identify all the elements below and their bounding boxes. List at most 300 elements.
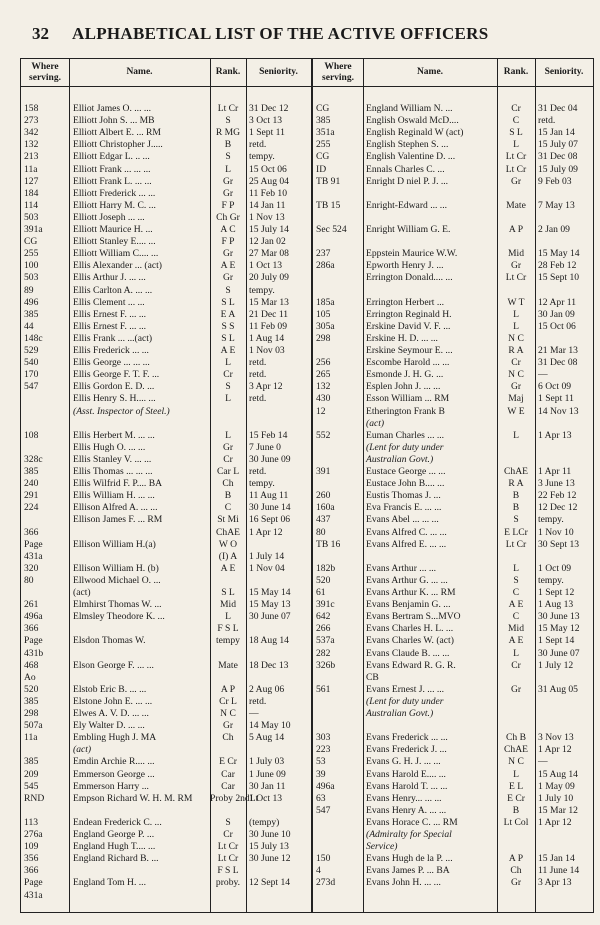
seniority-cell: tempy.	[249, 151, 275, 163]
rank-cell: L	[225, 611, 231, 623]
rank-cell: C	[512, 611, 520, 623]
table-row	[21, 321, 311, 333]
seniority-cell: retd.	[249, 357, 267, 369]
rank-cell: L	[225, 429, 231, 441]
table-row	[21, 490, 311, 502]
name-cell: Ellison Alfred A. ... ...	[73, 502, 158, 514]
rank-cell: Car	[221, 768, 235, 780]
name-cell: Ellis William H. ... ...	[73, 490, 155, 502]
seniority-cell: 15 Mar 13	[249, 296, 289, 308]
table-row	[21, 164, 311, 176]
where-serving-cell: 113	[24, 816, 39, 828]
table-row	[21, 890, 311, 902]
name-cell: Elliott Harry M. C. ...	[73, 199, 156, 211]
name-cell: Ellis Ernest F. ... ...	[73, 320, 147, 332]
rank-cell: Cr	[223, 829, 233, 840]
where-serving-cell: 520	[24, 683, 39, 695]
seniority-cell: 16 Sept 06	[249, 514, 291, 526]
name-cell: Elliott Frank L. ... ...	[73, 175, 152, 187]
where-serving-cell: 496	[24, 296, 39, 308]
table-row	[313, 248, 593, 260]
table-row	[313, 744, 593, 756]
name-cell: Ellis Hugh O. ... ...	[73, 441, 146, 453]
name-cell: Service)	[366, 841, 398, 853]
where-serving-cell: 109	[24, 841, 39, 853]
rank-cell: L	[513, 429, 519, 441]
where-serving-cell: 170	[24, 369, 39, 381]
seniority-cell: 1 Sept 11	[538, 393, 574, 405]
rank-cell: A E	[220, 260, 236, 272]
name-cell: Elliott John S. ... MB	[73, 115, 155, 127]
table-row	[313, 853, 593, 865]
name-cell: (act)	[366, 417, 385, 429]
seniority-cell: retd.	[249, 369, 267, 381]
rank-cell: N C	[508, 369, 524, 381]
seniority-cell: 14 Jan 11	[249, 199, 286, 211]
rank-cell: L	[513, 768, 519, 780]
table-row	[21, 466, 311, 478]
where-serving-cell: 260	[316, 490, 331, 502]
rank-cell: L	[225, 393, 231, 405]
name-cell: Elliott Edgar L. .. ...	[73, 151, 150, 163]
seniority-cell: 30 June 13	[538, 611, 580, 623]
header-where-serving: Where serving.	[322, 61, 354, 83]
where-serving-cell: 265	[316, 369, 331, 381]
table-row	[21, 817, 311, 829]
where-serving-cell: 561	[316, 683, 331, 695]
seniority-cell: 15 July 07	[538, 139, 578, 151]
where-serving-cell: 547	[316, 804, 331, 816]
where-serving-cell: 537a	[316, 635, 335, 647]
seniority-cell: 1 Sept 12	[538, 587, 575, 598]
table-row	[313, 103, 593, 115]
table-row	[21, 623, 311, 635]
page-header	[12, 24, 592, 46]
where-serving-cell: 273d	[316, 877, 336, 889]
rank-cell: proby.	[215, 877, 241, 889]
where-serving-cell: 11a	[24, 163, 38, 175]
name-cell: Ellison James F. ... RM	[73, 514, 163, 526]
table-row	[21, 260, 311, 272]
seniority-cell: 3 Apr 13	[538, 877, 572, 889]
table-row	[313, 648, 593, 660]
name-cell: Eustis Thomas J. ...	[366, 490, 441, 502]
rank-cell: A E	[508, 635, 524, 647]
seniority-cell: 1 Nov 10	[538, 526, 574, 538]
where-serving-cell: 431a	[24, 889, 43, 901]
name-cell: Enright William G. E.	[366, 224, 451, 235]
seniority-cell: 11 Feb 09	[249, 320, 288, 332]
rank-cell: St Mi	[217, 514, 239, 526]
seniority-cell: 2 Jan 09	[538, 224, 570, 235]
table-row	[21, 272, 311, 284]
name-cell: Evans Ernest J. ... ...	[366, 683, 445, 695]
seniority-cell: retd.	[249, 393, 267, 405]
where-serving-cell: 326b	[316, 659, 336, 671]
seniority-cell: 30 June 07	[538, 647, 580, 659]
table-row	[313, 200, 593, 212]
table-row	[21, 769, 311, 781]
where-serving-cell: 182b	[316, 562, 336, 574]
table-row	[313, 575, 593, 587]
where-serving-cell: 366	[24, 865, 39, 877]
rank-cell: Gr	[222, 272, 234, 284]
name-cell: Esson William ... RM	[366, 393, 450, 405]
seniority-cell: 15 Aug 14	[538, 768, 578, 780]
seniority-cell: 30 June 12	[249, 853, 291, 865]
seniority-cell: 1 Sept 14	[538, 635, 575, 647]
name-cell: Elliott Stanley E.... ...	[73, 236, 156, 248]
table-row	[313, 756, 593, 768]
table-row	[313, 188, 593, 200]
seniority-cell: 1 Apr 12	[538, 744, 572, 756]
name-cell: Errington Herbert ...	[366, 296, 445, 308]
rank-cell: ChAE	[216, 526, 240, 538]
where-serving-cell: 351a	[316, 127, 335, 139]
table-row	[313, 212, 593, 224]
where-serving-cell: Page	[24, 877, 43, 889]
rank-cell: Lt Col	[503, 816, 529, 828]
rank-cell: N C	[508, 756, 524, 768]
rank-cell: tempy	[216, 635, 240, 647]
rank-cell: S	[513, 514, 519, 526]
table-row	[313, 817, 593, 829]
where-serving-cell: 12	[316, 405, 326, 417]
table-row	[313, 381, 593, 393]
name-cell: Etherington Frank B	[366, 405, 445, 417]
seniority-cell: retd.	[538, 115, 556, 127]
name-cell: Emmerson George ...	[73, 768, 155, 780]
table-row	[313, 527, 593, 539]
seniority-cell: 1 Aug 13	[538, 599, 574, 611]
table-row	[21, 744, 311, 756]
name-cell: Ellwood Michael O. ...	[73, 574, 161, 586]
rank-cell: Mate	[218, 659, 238, 671]
name-cell: Australian Govt.)	[366, 453, 434, 465]
where-serving-cell: 385	[24, 308, 39, 320]
seniority-cell: 7 May 13	[538, 199, 575, 211]
rank-cell: Car	[221, 780, 235, 792]
rank-cell: Ch Gr	[216, 211, 240, 223]
table-row	[313, 720, 593, 732]
rank-cell: R A	[508, 345, 524, 356]
name-cell: Ellis Ernest F. ... ...	[73, 308, 147, 320]
rank-cell: S L	[221, 296, 235, 308]
seniority-cell: —	[538, 756, 548, 768]
table-row	[313, 236, 593, 248]
header-seniority: Seniority.	[544, 67, 584, 77]
name-cell: Eustace John B.... ...	[366, 478, 445, 490]
table-row	[21, 708, 311, 720]
where-serving-cell: 385	[24, 756, 39, 768]
where-serving-cell: 547	[24, 381, 39, 393]
where-serving-cell: 356	[24, 853, 39, 865]
where-serving-cell: CG	[316, 103, 330, 114]
where-serving-cell: 89	[24, 284, 34, 296]
seniority-cell: 15 May 14	[538, 248, 580, 260]
name-cell: Elstob Eric B. ... ...	[73, 683, 147, 695]
rank-cell: Mate	[506, 199, 526, 211]
rank-cell: Lt Cr	[505, 163, 527, 175]
table-row	[313, 829, 593, 841]
seniority-cell: 12 Jan 02	[249, 236, 286, 248]
where-serving-cell: Page	[24, 538, 43, 550]
where-serving-cell: TB 16	[316, 538, 341, 550]
name-cell: Eva Francis E. ... ...	[366, 502, 442, 514]
table-row	[313, 176, 593, 188]
name-cell: Ellis Herbert M. ... ...	[73, 429, 155, 441]
name-cell: Evans Arthur ... ...	[366, 562, 437, 574]
name-cell: English Oswald McD....	[366, 115, 459, 127]
where-serving-cell: 366	[24, 623, 39, 635]
where-serving-cell: 431a	[24, 550, 43, 562]
table-row	[313, 224, 593, 236]
table-row	[313, 309, 593, 321]
name-cell: Ellis Thomas ... ... ...	[73, 466, 153, 477]
seniority-cell: 1 Apr 13	[538, 429, 572, 441]
table-row	[313, 841, 593, 853]
name-cell: England George P. ...	[73, 829, 155, 840]
where-serving-cell: 496a	[24, 611, 43, 623]
where-serving-cell: 266	[316, 623, 331, 635]
name-cell: Euman Charles ... ...	[366, 429, 445, 441]
name-cell: Ellison William H.(a)	[73, 538, 156, 550]
name-cell: Enright D niel P. J. ...	[366, 175, 449, 187]
table-row	[313, 345, 593, 357]
rank-cell: L	[513, 647, 519, 659]
seniority-cell: 31 Aug 05	[538, 683, 578, 695]
where-serving-cell: 223	[316, 744, 331, 756]
name-cell: Elliott William C.... ...	[73, 248, 159, 260]
rank-cell: R MG	[215, 127, 241, 139]
rank-cell: N C	[508, 332, 524, 344]
rank-cell: Car L	[216, 466, 240, 477]
rank-cell: Cr	[511, 659, 521, 671]
name-cell: Elliott Frank ... ... ...	[73, 163, 151, 175]
seniority-cell: 6 Oct 09	[538, 381, 572, 393]
seniority-cell: tempy.	[249, 284, 275, 296]
name-cell: Erskine H. D. ... ...	[366, 332, 438, 344]
table-row	[21, 357, 311, 369]
seniority-cell: 15 Mar 12	[538, 804, 578, 816]
table-row	[313, 805, 593, 817]
seniority-cell: 31 Dec 08	[538, 357, 578, 369]
name-cell: Emmerson Harry ...	[73, 780, 149, 792]
name-cell: Evans James P. ... BA	[366, 865, 450, 877]
table-row	[21, 684, 311, 696]
rank-cell: A E	[220, 345, 236, 356]
name-cell: Evans Harold T. ... ...	[366, 780, 448, 792]
where-serving-cell: 468	[24, 659, 39, 671]
header-name: Name.	[416, 67, 444, 77]
name-cell: Evans Alfred E. ... ...	[366, 538, 447, 550]
name-cell: Evans Arthur K. ... RM	[366, 587, 456, 598]
name-cell: Evans Hugh de la P. ...	[366, 853, 453, 865]
where-serving-cell: 11a	[24, 732, 38, 744]
seniority-cell: 27 Mar 08	[249, 248, 289, 260]
where-serving-cell: 520	[316, 574, 331, 586]
table-row	[313, 623, 593, 635]
where-serving-cell: 224	[24, 502, 39, 514]
seniority-cell: 1 Oct 13	[249, 260, 283, 272]
where-serving-cell: 391c	[316, 599, 335, 611]
name-cell: Evans Alfred C. ... ...	[366, 526, 447, 538]
where-serving-cell: 385	[316, 115, 331, 127]
table-row	[313, 514, 593, 526]
table-row	[21, 805, 311, 817]
name-cell: Evans Arthur G. ... ...	[366, 574, 448, 586]
seniority-cell: 22 Feb 12	[538, 490, 577, 502]
rank-cell: A P	[220, 683, 236, 695]
seniority-cell: 11 Feb 10	[249, 187, 288, 199]
where-serving-cell: 184	[24, 187, 39, 199]
rank-cell: B	[512, 490, 520, 502]
table-row	[21, 212, 311, 224]
rank-cell: Proby 2ndLt	[210, 792, 259, 804]
rank-cell: L	[513, 139, 519, 151]
table-row	[313, 115, 593, 127]
name-cell: CB	[366, 671, 379, 683]
where-serving-cell: 44	[24, 320, 34, 332]
seniority-cell: 5 Aug 14	[249, 732, 285, 744]
seniority-cell: 2 Aug 06	[249, 683, 285, 695]
seniority-cell: 30 June 10	[249, 829, 291, 840]
seniority-cell: 1 Apr 11	[538, 466, 572, 477]
rank-cell: E A	[220, 308, 236, 320]
table-row	[21, 309, 311, 321]
table-row	[313, 684, 593, 696]
name-cell: Evans G. H. J. ... ...	[366, 756, 441, 768]
where-serving-cell: 256	[316, 357, 331, 369]
table-row	[313, 285, 593, 297]
name-cell: Erskine Seymour E. ...	[366, 345, 453, 356]
name-cell: (act)	[73, 587, 91, 598]
rank-cell: S	[225, 816, 231, 828]
where-serving-cell: 540	[24, 357, 39, 369]
table-row	[313, 393, 593, 405]
table-row	[21, 430, 311, 442]
table-row	[313, 272, 593, 284]
name-cell: English Reginald W (act)	[366, 127, 464, 139]
rank-cell: C	[512, 115, 520, 127]
rank-cell: S L	[221, 332, 235, 344]
name-cell: Ellis Arthur J. ... ...	[73, 272, 146, 284]
rank-cell: C	[224, 502, 232, 514]
name-cell: Ellis Gordon E. D. ...	[73, 381, 155, 393]
rank-cell: Mid	[508, 623, 524, 635]
seniority-cell: 1 May 09	[538, 780, 575, 792]
rank-cell: Gr	[510, 683, 522, 695]
table-row	[21, 297, 311, 309]
table-row	[21, 248, 311, 260]
name-cell: (act)	[73, 744, 92, 756]
seniority-cell: 1 July 14	[249, 550, 285, 562]
rank-cell: E LCr	[504, 526, 528, 538]
name-cell: England Tom H. ...	[73, 877, 146, 889]
where-serving-cell: 132	[24, 139, 39, 151]
rank-cell: A P	[508, 224, 524, 235]
table-row	[21, 877, 311, 889]
rank-cell: Cr L	[219, 695, 237, 707]
name-cell: Epworth Henry J. ...	[366, 260, 444, 272]
rank-cell: Lt Cr	[217, 841, 239, 853]
seniority-cell: 15 July 14	[249, 224, 289, 235]
name-cell: Elson George F. ... ...	[73, 659, 154, 671]
seniority-cell: 18 Dec 13	[249, 659, 289, 671]
name-cell: Ellis Clement ... ...	[73, 296, 145, 308]
name-cell: England Richard B. ...	[73, 853, 159, 865]
rank-cell: Lt Cr	[505, 538, 527, 550]
table-row	[21, 442, 311, 454]
seniority-cell: 14 May 10	[249, 720, 291, 732]
seniority-cell: 30 June 07	[249, 611, 291, 623]
name-cell: Elstone John E. ... ...	[73, 695, 153, 707]
table-row	[313, 454, 593, 466]
table-row	[21, 502, 311, 514]
table-row	[313, 551, 593, 563]
seniority-cell: 15 July 09	[538, 163, 578, 175]
header-where-serving: Where serving.	[29, 61, 61, 83]
table-row	[21, 285, 311, 297]
name-cell: Errington Donald.... ...	[366, 272, 453, 284]
seniority-cell: 15 Feb 14	[249, 429, 288, 441]
where-serving-cell: 503	[24, 272, 39, 284]
seniority-cell: 15 Oct 06	[249, 163, 287, 175]
rank-cell: A E	[508, 599, 524, 611]
rank-cell: Lt Cr	[505, 272, 527, 284]
name-cell: Ellis Wilfrid F. P.... BA	[73, 478, 163, 490]
table-row	[313, 877, 593, 889]
name-cell: Eustace George ... ...	[366, 466, 446, 477]
seniority-cell: 15 Oct 06	[538, 320, 576, 332]
seniority-cell: 15 May 13	[249, 599, 291, 611]
table-row	[313, 539, 593, 551]
rank-cell: B	[224, 139, 232, 151]
table-row	[313, 369, 593, 381]
rank-cell: A P	[508, 853, 524, 865]
officers-table	[20, 58, 594, 913]
rank-cell: Gr	[510, 877, 522, 889]
where-serving-cell: ID	[316, 163, 327, 175]
table-row	[21, 781, 311, 793]
table-row	[21, 720, 311, 732]
name-cell: Evans Bertram S...MVO	[366, 611, 461, 623]
where-serving-cell: 545	[24, 780, 39, 792]
seniority-cell: 15 Jan 14	[538, 853, 575, 865]
where-serving-cell: TB 91	[316, 175, 341, 187]
name-cell: Evans Frederick ... ...	[366, 732, 448, 744]
rank-cell: Gr	[222, 187, 234, 199]
table-row	[313, 599, 593, 611]
name-cell: Evans Abel ... ... ...	[366, 514, 439, 526]
rank-cell: S S	[221, 320, 235, 332]
where-serving-cell: 185a	[316, 296, 335, 308]
seniority-cell: retd.	[249, 139, 267, 151]
table-row	[313, 660, 593, 672]
seniority-cell: 3 Apr 12	[249, 381, 283, 393]
name-cell: Evans Edward R. G. R.	[366, 659, 456, 671]
where-serving-cell: 127	[24, 175, 39, 187]
table-row	[313, 321, 593, 333]
where-serving-cell: 391	[316, 466, 331, 477]
rank-cell: Gr	[222, 248, 234, 260]
table-row	[21, 696, 311, 708]
seniority-cell: 30 June 14	[249, 502, 291, 514]
seniority-cell: 12 Apr 11	[538, 296, 577, 308]
table-row	[21, 381, 311, 393]
where-serving-cell: 503	[24, 211, 39, 223]
where-serving-cell: 437	[316, 514, 331, 526]
